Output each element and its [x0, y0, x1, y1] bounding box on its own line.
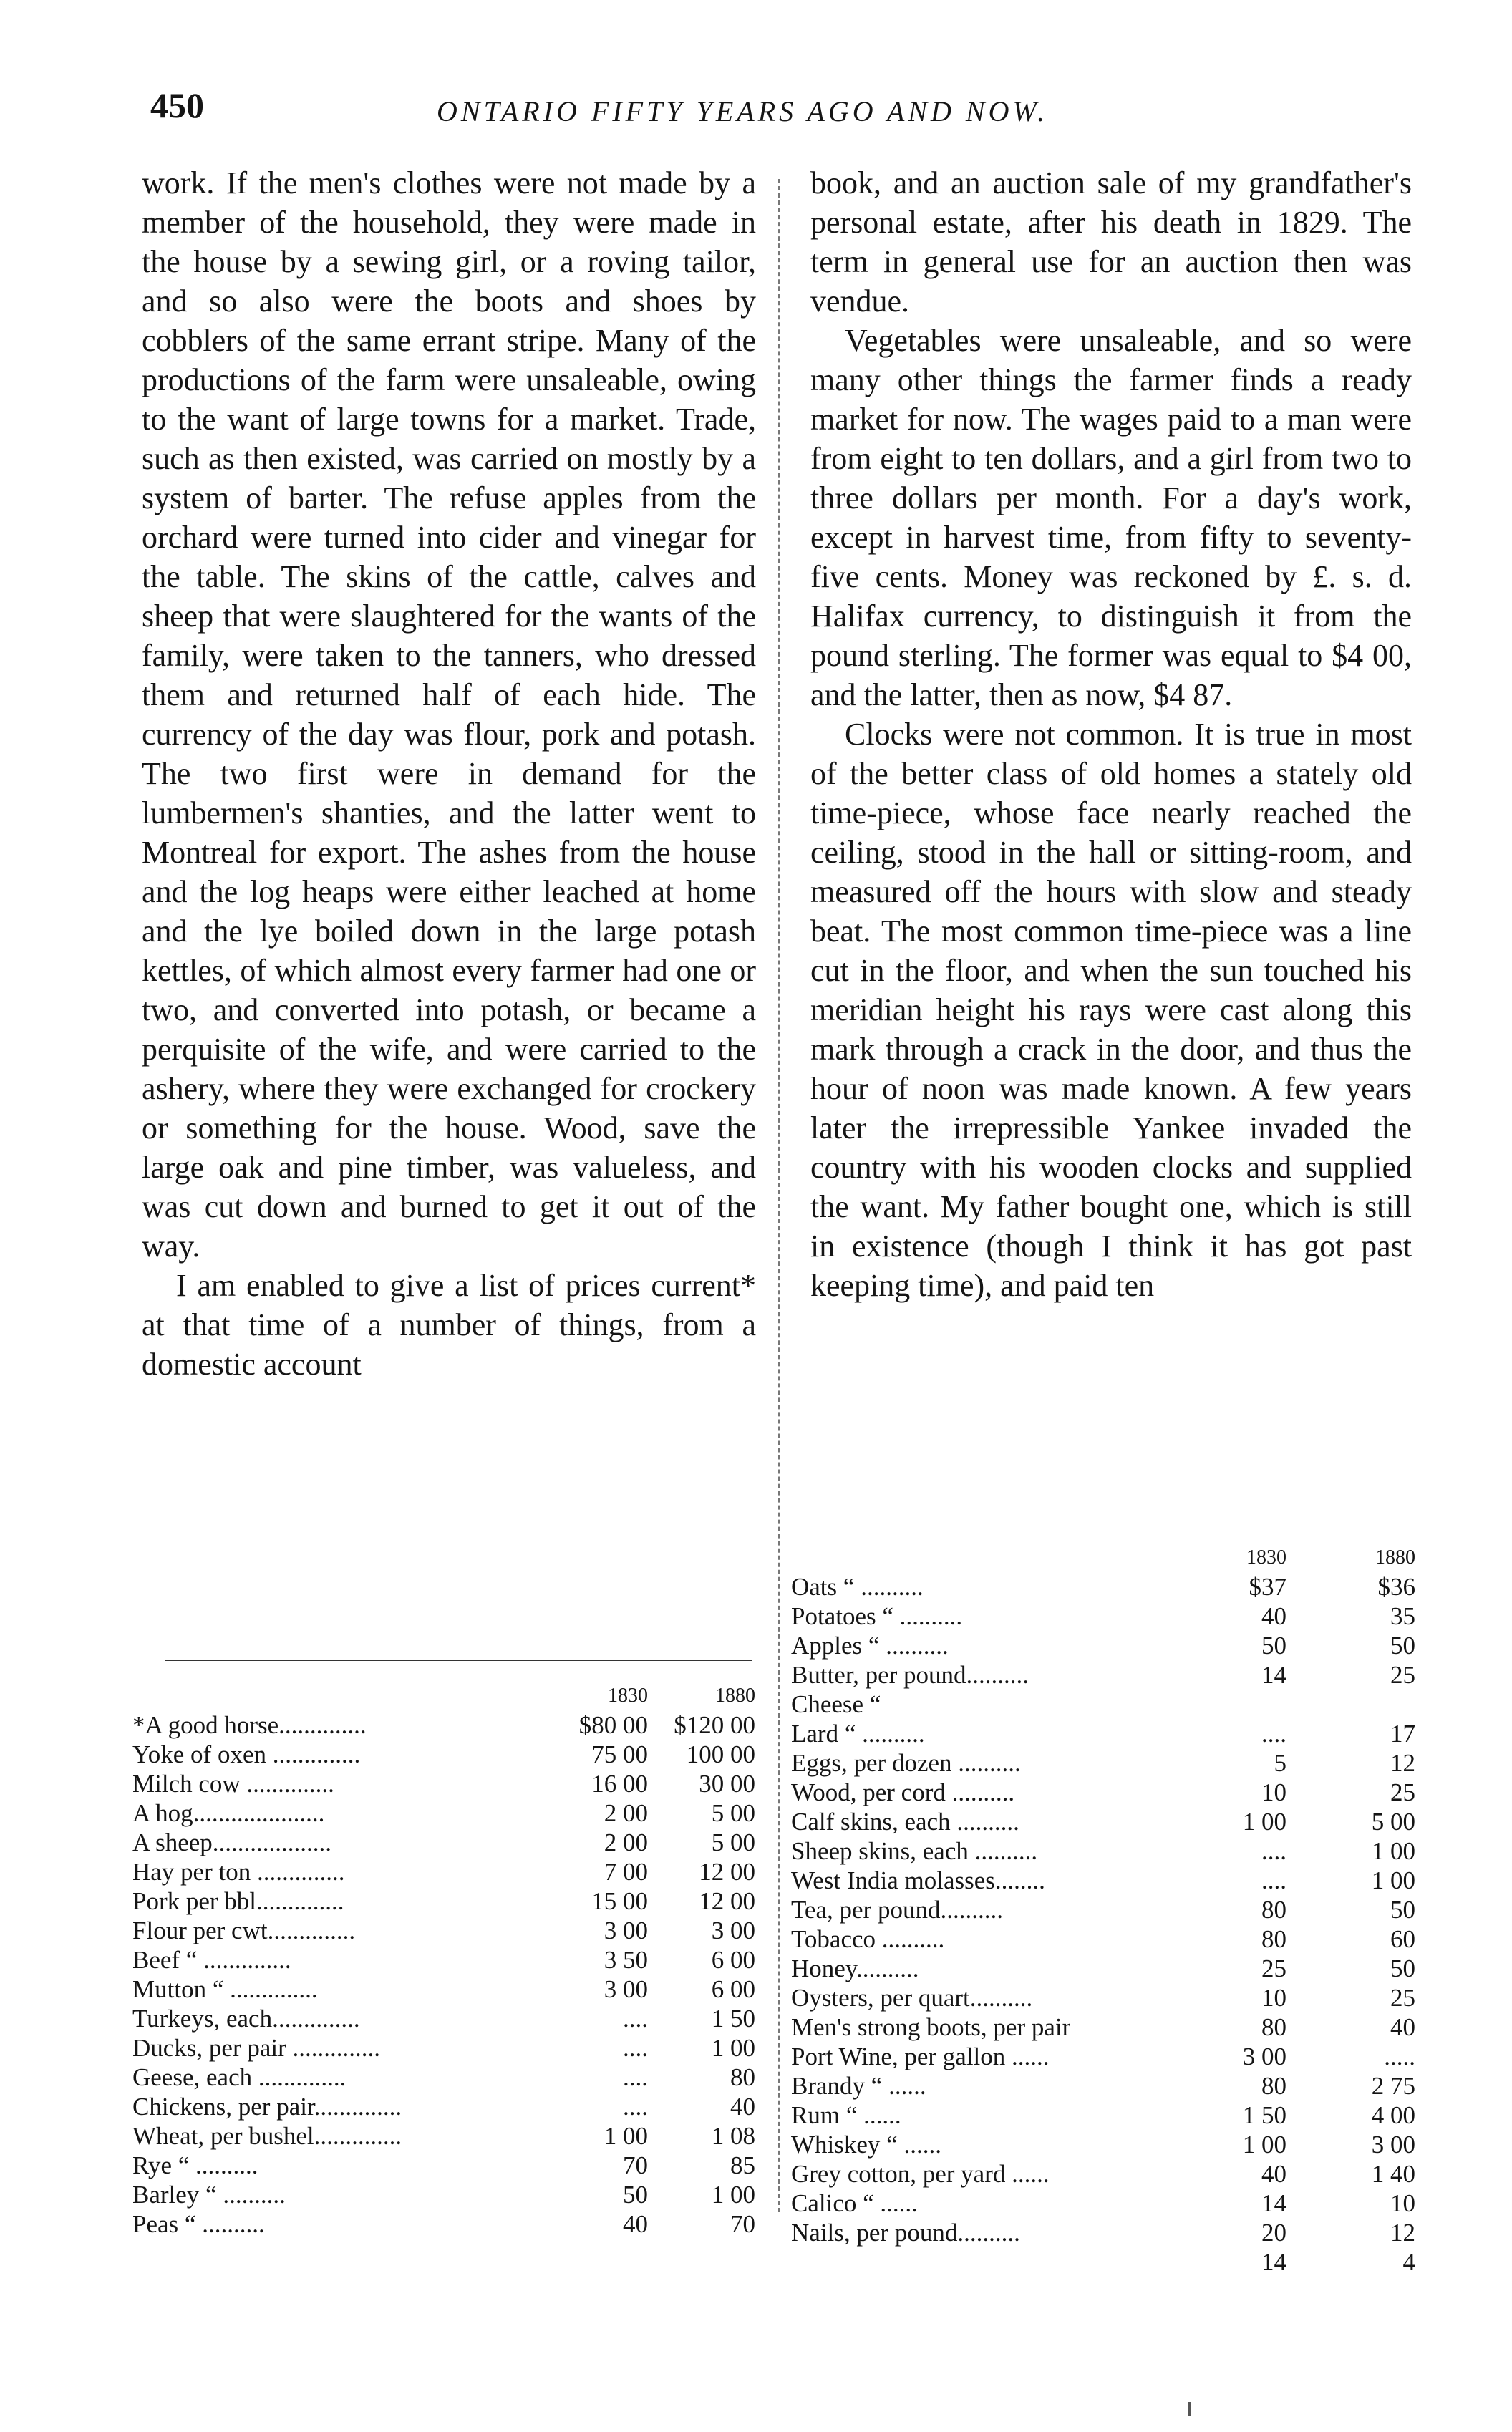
- price-1880: 3 00: [1371, 2131, 1415, 2159]
- price-1880: 17: [1390, 1720, 1415, 1748]
- item-name: Turkeys, each..............: [132, 2005, 360, 2033]
- item-name: Nails, per pound..........: [791, 2219, 1020, 2247]
- item-name: A hog.....................: [132, 1799, 325, 1827]
- paragraph: Vegetables were unsaleable, and so were many other things the farmer finds a ready market for now. The wages paid to a man were from eight to ten dollars, and a girl from two to three dollars per month. For a day's work, except in harvest time, from fifty to seventy-five cents. Money was reckoned by £. s. d. Halifax currency, to distinguish it from the pound sterling. The former was equal to $4 00, and the latter, then as now, $4 87.: [810, 323, 1412, 712]
- price-1830: ....: [623, 2005, 648, 2033]
- table-row: [791, 1778, 1415, 1807]
- item-name: Eggs, per dozen ..........: [791, 1749, 1021, 1777]
- price-1880: 2 75: [1371, 2072, 1415, 2100]
- item-name: Rum “ ......: [791, 2101, 901, 2129]
- price-1880: 50: [1390, 1632, 1415, 1660]
- item-name: Peas “ ..........: [132, 2210, 265, 2238]
- item-name: Sheep skins, each ..........: [791, 1837, 1038, 1865]
- table-row: [132, 1828, 755, 1857]
- item-name: *A good horse..............: [132, 1711, 367, 1739]
- table-row: [132, 2121, 755, 2151]
- item-name: Men's strong boots, per pair: [791, 2013, 1071, 2041]
- table-row: [132, 2004, 755, 2033]
- price-1830: 5: [1274, 1749, 1286, 1777]
- item-name: Flour per cwt..............: [132, 1917, 356, 1944]
- paragraph: Clocks were not common. It is true in most of the better class of old homes a stately old time-piece, whose face nearly reached the ceiling, stood in the hall or sitting-room, and measured off the hours with slow and steady beat. The most common time-piece was a line cut in the floor, and when the sun touched his meridian height his rays were cast along this mark through a crack in the door, and thus the hour of noon was made known. A few years later the irrepressible Yankee invaded the country with his wooden clocks and supplied the want. My father bought one, which is still in existence (though I think it has got past keeping time), and paid ten: [810, 717, 1412, 1303]
- price-1830: 80: [1261, 1925, 1286, 1953]
- price-1830: 10: [1261, 1778, 1286, 1806]
- price-1830: 1 50: [1242, 2101, 1286, 2129]
- price-1880: 1 00: [1371, 1866, 1415, 1894]
- price-1830: 40: [623, 2210, 648, 2238]
- table-row: [132, 1916, 755, 1945]
- price-1830: ....: [1261, 1866, 1286, 1894]
- table-row: [791, 2189, 1415, 2218]
- item-name: Port Wine, per gallon ......: [791, 2043, 1050, 2070]
- item-name: Yoke of oxen ..............: [132, 1740, 361, 1768]
- price-1880: 6 00: [711, 1946, 755, 1974]
- item-name: Oats “ ..........: [791, 1573, 924, 1601]
- table-row: [132, 2092, 755, 2121]
- table-row: [132, 1798, 755, 1828]
- table-row: [791, 1748, 1415, 1778]
- item-name: Potatoes “ ..........: [791, 1602, 963, 1630]
- price-1880: $36: [1377, 1573, 1415, 1601]
- item-name: Lard “ ..........: [791, 1720, 925, 1748]
- table-row: [132, 2063, 755, 2092]
- table-row: [791, 1602, 1415, 1631]
- price-1880: 40: [1390, 2013, 1415, 2041]
- price-1830: 25: [1261, 1954, 1286, 1982]
- price-1880: 4: [1402, 2248, 1415, 2276]
- price-1830: ....: [623, 2034, 648, 2062]
- table-row: [132, 1710, 755, 1740]
- table-row: [791, 2247, 1415, 2277]
- price-1880: 1 00: [711, 2181, 755, 2209]
- price-1880: 1 00: [1371, 1837, 1415, 1865]
- item-name: Pork per bbl..............: [132, 1887, 344, 1915]
- price-1880: $120 00: [674, 1711, 755, 1739]
- table-row: [791, 2071, 1415, 2101]
- table-row: [132, 1740, 755, 1769]
- price-1830: 3 00: [1242, 2043, 1286, 2070]
- year-1830-header: 1830: [1246, 1546, 1286, 1569]
- left-column: [142, 163, 756, 1384]
- price-1830: 80: [1261, 2072, 1286, 2100]
- item-name: Wood, per cord ..........: [791, 1778, 1015, 1806]
- price-1880: 70: [730, 2210, 755, 2238]
- price-1830: 80: [1261, 1896, 1286, 1924]
- table-row: [791, 2101, 1415, 2130]
- price-1880: [1286, 1690, 1415, 1719]
- price-1830: 14: [1261, 1661, 1286, 1689]
- price-1880: 12 00: [699, 1887, 755, 1915]
- price-1880: 60: [1390, 1925, 1415, 1953]
- item-name: Oysters, per quart..........: [791, 1984, 1033, 2012]
- table-row: [132, 1945, 755, 1975]
- price-1830: 3 50: [604, 1946, 648, 1974]
- table-row: [791, 2042, 1415, 2071]
- paragraph: work. If the men's clothes were not made by a member of the household, they were made in the house by a sewing girl, or a roving tailor, and so also were the boots and shoes by cobblers of the same errant stripe. Many of the productions of the farm were unsaleable, owing to the want of large towns for a market. Trade, such as then existed, was carried on mostly by a system of barter. The refuse apples from the orchard were turned into cider and vinegar for the table. The skins of the cattle, calves and sheep that were slaughtered for the wants of the family, were taken to the tanners, who dressed them and returned half of each hide. The currency of the day was flour, pork and potash. The two first were in demand for the lumbermen's shanties, and the latter went to Montreal for export. The ashes from the house and the log heaps were either leached at home and the lye boiled down in the large potash kettles, of which almost every farmer had one or two, and converted into potash, or became a perquisite of the wife, and were carried to the ashery, where they were exchanged for crockery or something for the house. Wood, save the large oak and pine timber, was valueless, and was cut down and burned to get it out of the way.: [142, 165, 756, 1264]
- price-1830: 14: [1261, 2189, 1286, 2217]
- price-1880: 12 00: [699, 1858, 755, 1886]
- price-1830: ....: [623, 2093, 648, 2121]
- price-1830: 14: [1261, 2248, 1286, 2276]
- item-name: Tea, per pound..........: [791, 1896, 1003, 1924]
- item-name: Calico “ ......: [791, 2189, 918, 2217]
- table-row: [132, 2209, 755, 2239]
- item-name: Wheat, per bushel..............: [132, 2122, 402, 2150]
- table-row: [132, 1769, 755, 1798]
- price-1880: 12: [1390, 2219, 1415, 2247]
- price-1880: 25: [1390, 1984, 1415, 2012]
- paragraph: I am enabled to give a list of prices current* at that time of a number of things, from a domestic account: [142, 1268, 756, 1382]
- item-name: Butter, per pound..........: [791, 1661, 1029, 1689]
- table-row: [791, 1924, 1415, 1954]
- price-1830: 2 00: [604, 1828, 648, 1856]
- price-1830: 2 00: [604, 1799, 648, 1827]
- right-column: [810, 163, 1412, 1305]
- table-row: [791, 1983, 1415, 2012]
- price-1880: 100 00: [686, 1740, 755, 1768]
- price-1830: 15 00: [591, 1887, 648, 1915]
- page-mark: [1188, 2402, 1191, 2416]
- year-1830-header: 1830: [608, 1685, 648, 1707]
- price-1880: 30 00: [699, 1770, 755, 1798]
- footnote-rule: [165, 1660, 752, 1661]
- item-name: Calf skins, each ..........: [791, 1808, 1019, 1836]
- price-1830: ....: [1261, 1720, 1286, 1748]
- price-1880: 50: [1390, 1896, 1415, 1924]
- price-table-left: [132, 1681, 755, 2239]
- price-1880: 5 00: [711, 1799, 755, 1827]
- item-name: Barley “ ..........: [132, 2181, 286, 2209]
- item-name: Milch cow ..............: [132, 1770, 334, 1798]
- price-1830: 80: [1261, 2013, 1286, 2041]
- price-1830: 75 00: [591, 1740, 648, 1768]
- item-name: Grey cotton, per yard ......: [791, 2160, 1050, 2188]
- price-1830: 3 00: [604, 1917, 648, 1944]
- price-1830: 50: [623, 2181, 648, 2209]
- item-name: Beef “ ..............: [132, 1946, 291, 1974]
- column-rule: [778, 179, 780, 2212]
- price-1880: 10: [1390, 2189, 1415, 2217]
- table-row: [791, 1572, 1415, 1602]
- running-title: ONTARIO FIFTY YEARS AGO AND NOW.: [437, 95, 1049, 127]
- item-name: A sheep...................: [132, 1828, 332, 1856]
- table-row: [791, 1836, 1415, 1866]
- table-row: [791, 1895, 1415, 1924]
- price-1830: 40: [1261, 2160, 1286, 2188]
- price-1830: ....: [623, 2063, 648, 2091]
- table-row: [132, 1975, 755, 2004]
- price-1830: ....: [1261, 1837, 1286, 1865]
- price-1830: 16 00: [591, 1770, 648, 1798]
- item-name: [791, 2247, 1179, 2277]
- year-1880-header: 1880: [1375, 1546, 1415, 1569]
- price-1880: 12: [1390, 1749, 1415, 1777]
- table-row: [791, 1690, 1415, 1719]
- price-1880: 80: [730, 2063, 755, 2091]
- price-1830: $37: [1249, 1573, 1286, 1601]
- page-number: 450: [150, 85, 204, 125]
- item-name: Whiskey “ ......: [791, 2131, 941, 2159]
- table-row: [791, 1660, 1415, 1690]
- price-1880: 4 00: [1371, 2101, 1415, 2129]
- price-1830: 40: [1261, 1602, 1286, 1630]
- price-1830: 3 00: [604, 1975, 648, 2003]
- table-header: [791, 1543, 1415, 1572]
- year-1880-header: 1880: [715, 1685, 755, 1707]
- price-1880: 40: [730, 2093, 755, 2121]
- table-row: [791, 1631, 1415, 1660]
- item-name: Rye “ ..........: [132, 2151, 258, 2179]
- price-1880: 85: [730, 2151, 755, 2179]
- table-row: [791, 1954, 1415, 1983]
- item-name: Brandy “ ......: [791, 2072, 926, 2100]
- table-row: [132, 1857, 755, 1886]
- paragraph: book, and an auction sale of my grandfather's personal estate, after his death in 1829. The term in general use for an auction then was vendue.: [810, 165, 1412, 319]
- price-1830: $80 00: [578, 1711, 648, 1739]
- table-row: [791, 2012, 1415, 2042]
- price-1880: .....: [1384, 2043, 1415, 2070]
- price-1880: 1 08: [711, 2122, 755, 2150]
- price-1880: 5 00: [1371, 1808, 1415, 1836]
- price-1880: 1 40: [1371, 2160, 1415, 2188]
- table-row: [791, 2130, 1415, 2159]
- price-1830: 20: [1261, 2219, 1286, 2247]
- table-row: [791, 2159, 1415, 2189]
- price-1880: 1 50: [711, 2005, 755, 2033]
- item-name: Cheese “: [791, 1690, 881, 1718]
- table-row: [791, 1866, 1415, 1895]
- item-name: Tobacco ..........: [791, 1925, 945, 1953]
- item-name: Mutton “ ..............: [132, 1975, 318, 2003]
- price-1830: 10: [1261, 1984, 1286, 2012]
- item-name: Apples “ ..........: [791, 1632, 949, 1660]
- price-1880: 50: [1390, 1954, 1415, 1982]
- price-1880: 1 00: [711, 2034, 755, 2062]
- table-row: [791, 1807, 1415, 1836]
- table-row: [791, 2218, 1415, 2247]
- price-1830: 7 00: [604, 1858, 648, 1886]
- price-1880: 25: [1390, 1778, 1415, 1806]
- item-name: Honey..........: [791, 1954, 919, 1982]
- table-row: [791, 1719, 1415, 1748]
- price-1830: 50: [1261, 1632, 1286, 1660]
- price-table-right: [791, 1543, 1415, 2277]
- item-name: Ducks, per pair ..............: [132, 2034, 381, 2062]
- price-1830: 1 00: [604, 2122, 648, 2150]
- table-header: [132, 1681, 755, 1710]
- price-1880: 5 00: [711, 1828, 755, 1856]
- price-1830: 1 00: [1242, 1808, 1286, 1836]
- price-1880: 3 00: [711, 1917, 755, 1944]
- item-name: Hay per ton ..............: [132, 1858, 345, 1886]
- table-row: [132, 2033, 755, 2063]
- item-name: Geese, each ..............: [132, 2063, 346, 2091]
- price-1830: 70: [623, 2151, 648, 2179]
- price-1880: 6 00: [711, 1975, 755, 2003]
- item-name: Chickens, per pair..............: [132, 2093, 402, 2121]
- table-row: [132, 2151, 755, 2180]
- page-header: [150, 84, 1138, 142]
- table-row: [132, 1886, 755, 1916]
- price-1830: 1 00: [1242, 2131, 1286, 2159]
- table-row: [132, 2180, 755, 2209]
- price-1880: 25: [1390, 1661, 1415, 1689]
- price-1830: [1179, 1690, 1286, 1719]
- price-1880: 35: [1390, 1602, 1415, 1630]
- item-name: West India molasses........: [791, 1866, 1045, 1894]
